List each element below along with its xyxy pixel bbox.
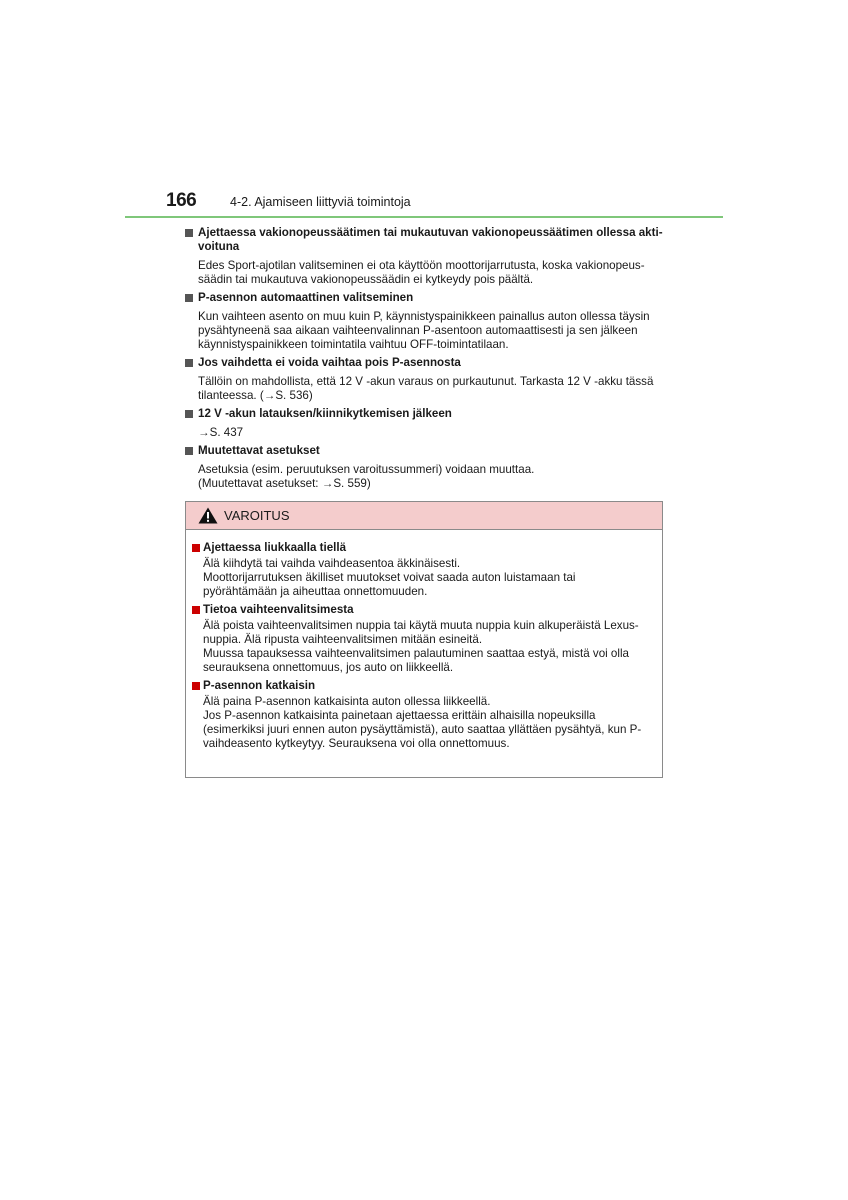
info-item-title: P-asennon automaattinen valitseminen	[185, 291, 663, 305]
warning-item-text: Älä poista vaihteenvalitsimen nuppia tai käytä muuta nuppia kuin alkuperäistä Lexus-nuppia. Älä ripusta vaihteenvalitsimen mitään esineitä. Muussa tapauksessa vaihteenvalitsimen palautuminen saattaa estyä, mistä voi olla seurauksena onnettomuus, jos auto on liikkeellä.	[203, 619, 639, 674]
warning-box	[185, 501, 663, 778]
section-title: 4-2. Ajamiseen liittyviä toimintoja	[230, 195, 411, 209]
info-item-body: Kun vaihteen asento on muu kuin P, käynnistyspainikkeen painallus auton ollessa täysin pysähtyneenä saa aikaan vaihteenvalinnan P-asentoon automaattisesti ja sen jälkeen käynnistyspainikkeen toimintatila vaihtuu OFF-toimintatilaan.	[198, 310, 650, 351]
warning-item	[192, 603, 652, 675]
page-header	[166, 190, 723, 218]
red-square-bullet-icon	[192, 544, 200, 552]
warning-item	[192, 541, 652, 599]
warning-title: VAROITUS	[224, 508, 290, 523]
info-item	[185, 226, 663, 287]
square-bullet-icon	[185, 447, 193, 455]
warning-item-title: P-asennon katkaisin	[192, 679, 652, 693]
info-item-body: →S. 437	[198, 426, 244, 439]
info-item-title: 12 V -akun latauksen/kiinnikytkemisen jälkeen	[185, 407, 663, 421]
info-item	[185, 407, 663, 440]
page-number: 166	[166, 190, 197, 211]
warning-item-title: Ajettaessa liukkaalla tiellä	[192, 541, 652, 555]
square-bullet-icon	[185, 229, 193, 237]
header-divider	[125, 216, 723, 218]
info-item-body: Tällöin on mahdollista, että 12 V -akun varaus on purkautunut. Tarkasta 12 V -akku tässä tilanteessa. (→S. 536)	[198, 375, 654, 402]
warning-item-text: Älä kiihdytä tai vaihda vaihdeasentoa äkkinäisesti. Moottorijarrutuksen äkilliset muutokset voivat saada auton luistamaan tai pyörähtämään ja aiheuttaa onnettomuuden.	[203, 557, 576, 598]
main-content	[185, 226, 663, 495]
warning-item-title: Tietoa vaihteenvalitsimesta	[192, 603, 652, 617]
info-item	[185, 444, 663, 491]
square-bullet-icon	[185, 359, 193, 367]
square-bullet-icon	[185, 410, 193, 418]
info-item-body: Asetuksia (esim. peruutuksen varoitussummeri) voidaan muuttaa. (Muutettavat asetukset: →S. 559)	[198, 463, 535, 490]
warning-item-text: Älä paina P-asennon katkaisinta auton ollessa liikkeellä. Jos P-asennon katkaisinta painetaan ajettaessa erittäin alhaisilla nopeuksilla (esimerkiksi juuri ennen auton pysäyttämistä), auto saattaa yllättäen pysähtyä, kun P-vaihdeasento kytkeytyy. Seurauksena voi olla onnettomuus.	[203, 695, 642, 750]
red-square-bullet-icon	[192, 682, 200, 690]
info-item-title: Jos vaihdetta ei voida vaihtaa pois P-asennosta	[185, 356, 663, 370]
info-item-body: Edes Sport-ajotilan valitseminen ei ota käyttöön moottorijarrutusta, koska vakionopeus-säädin tai mukautuva vakionopeussäädin ei kytkeydy pois päältä.	[198, 259, 645, 286]
info-item-title: Muutettavat asetukset	[185, 444, 663, 458]
warning-item	[192, 679, 652, 751]
square-bullet-icon	[185, 294, 193, 302]
warning-header	[186, 502, 662, 530]
info-item	[185, 291, 663, 352]
info-item-title: Ajettaessa vakionopeussäätimen tai mukautuvan vakionopeussäätimen ollessa akti-voituna	[185, 226, 663, 254]
warning-body	[186, 530, 662, 751]
info-item	[185, 356, 663, 403]
red-square-bullet-icon	[192, 606, 200, 614]
warning-triangle-icon	[198, 507, 218, 524]
